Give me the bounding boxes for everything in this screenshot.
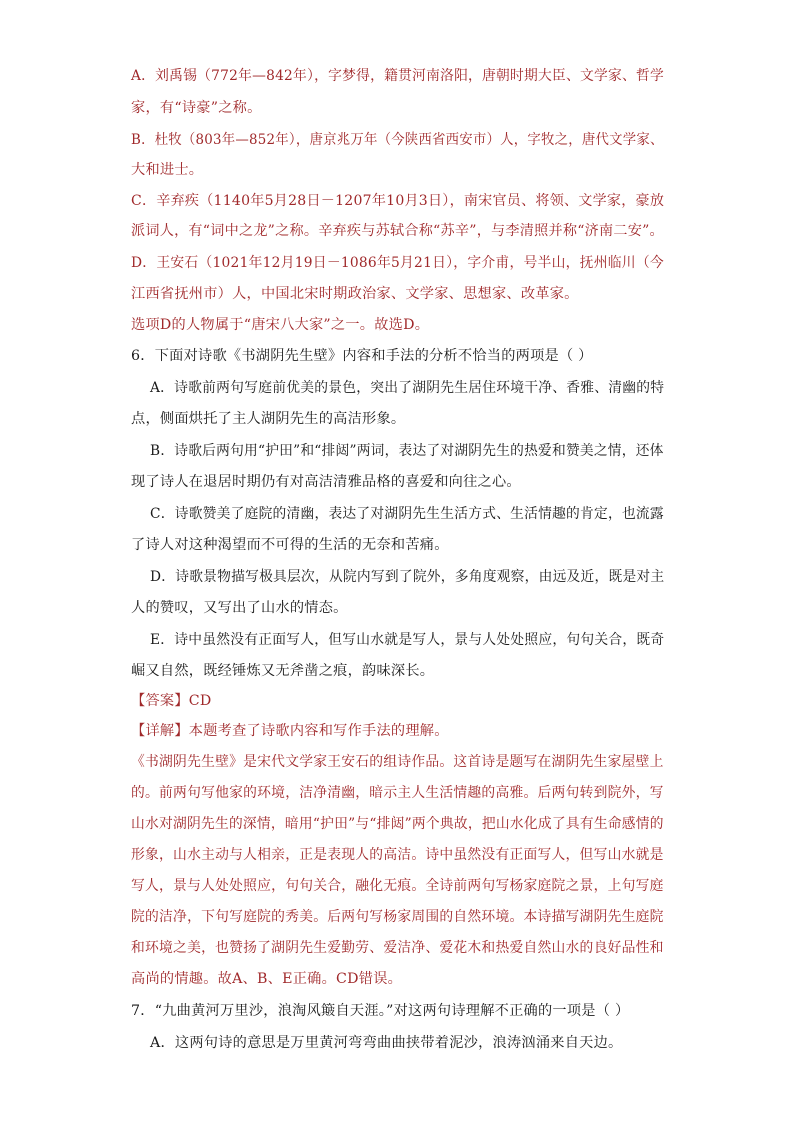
detail-line: 高尚的情趣。故A、B、E正确。CD错误。 (131, 971, 403, 987)
question-6-stem: 6．下面对诗歌《书湖阴先生壁》内容和手法的分析不恰当的两项是（ ） (131, 348, 593, 364)
explanation-line: 江西省抚州市）人，中国北宋时期政治家、文学家、思想家、改革家。 (131, 286, 579, 302)
explanation-line: 大和进士。 (131, 162, 204, 178)
question-6-option: 了诗人对这种渴望而不可得的生活的无奈和苦痛。 (131, 537, 449, 553)
explanation-line: C．辛弃疾（1140年5月28日－1207年10月3日），南宋官员、将领、文学家，豪放 (131, 193, 665, 209)
detail-line: 院的洁净，下句写庭院的秀美。后两句写杨家周围的自然环境。本诗描写湖阴先生庭院 (131, 909, 664, 925)
explanation-line: A．刘禹锡（772年—842年），字梦得，籍贯河南洛阳，唐朝时期大臣、文学家、哲学 (131, 68, 664, 84)
explanation-line: 选项D的人物属于“唐宋八大家”之一。故选D。 (131, 317, 430, 333)
question-6-option: A．诗歌前两句写庭前优美的景色，突出了湖阴先生居住环境干净、香雅、清幽的特 (150, 380, 665, 396)
question-6-option: 人的赞叹，又写出了山水的情态。 (131, 600, 348, 616)
detail-line: 山水对湖阴先生的深情，暗用“护田”与“排闼”两个典故，把山水化成了具有生命感情的 (131, 816, 664, 832)
explanation-line: B．杜牧（803年—852年），唐京兆万年（今陕西省西安市）人，字牧之，唐代文学家、 (131, 132, 664, 148)
question-6-option: B．诗歌后两句用“护田”和“排闼”两词，表达了对湖阴先生的热爱和赞美之情，还体 (150, 443, 664, 459)
question-6-option: D．诗歌景物描写极具层次，从院内写到了院外，多角度观察，由远及近，既是对主 (150, 569, 665, 585)
question-6-option: 点，侧面烘托了主人湖阴先生的高洁形象。 (131, 411, 406, 427)
question-6-option: C．诗歌赞美了庭院的清幽，表达了对湖阴先生生活方式、生活情趣的肯定，也流露 (150, 506, 664, 522)
explanation-line: D．王安石（1021年12月19日－1086年5月21日），字介甫，号半山，抚州临川（今 (131, 255, 664, 271)
explanation-line: 家，有“诗豪”之称。 (131, 100, 262, 116)
detail-line: 形象，山水主动与人相亲，正是表现人的高洁。诗中虽然没有正面写人，但写山水就是 (131, 847, 664, 863)
detail-line: 和环境之美，也赞扬了湖阴先生爱勤劳、爱洁净、爱花木和热爱自然山水的良好品性和 (131, 940, 664, 956)
detail-title: 【详解】本题考查了诗歌内容和写作手法的理解。 (131, 723, 449, 739)
question-7-stem: 7．“九曲黄河万里沙，浪淘风簸自天涯。”对这两句诗理解不正确的一项是（ ） (131, 1003, 630, 1019)
explanation-line: 派词人，有“词中之龙”之称。辛弃疾与苏轼合称“苏辛”，与李清照并称“济南二安”。 (131, 223, 664, 239)
detail-line: 的。前两句写他家的环境，洁净清幽，暗示主人生活情趣的高雅。后两句转到院外，写 (131, 785, 664, 801)
detail-line: 《书湖阴先生壁》是宋代文学家王安石的组诗作品。这首诗是题写在湖阴先生家屋壁上 (131, 754, 664, 770)
answer-label: 【答案】CD (131, 693, 212, 709)
question-6-option: E．诗中虽然没有正面写人，但写山水就是写人，景与人处处照应，句句关合，既奇 (150, 632, 665, 648)
detail-line: 写人，景与人处处照应，句句关合，融化无痕。全诗前两句写杨家庭院之景，上句写庭 (131, 878, 664, 894)
question-7-option: A．这两句诗的意思是万里黄河弯弯曲曲挟带着泥沙，浪涛汹涌来自天边。 (150, 1035, 623, 1051)
question-6-option: 现了诗人在退居时期仍有对高洁清雅品格的喜爱和向往之心。 (131, 474, 521, 490)
question-6-option: 崛又自然，既经锤炼又无斧凿之痕，韵味深长。 (131, 663, 435, 679)
